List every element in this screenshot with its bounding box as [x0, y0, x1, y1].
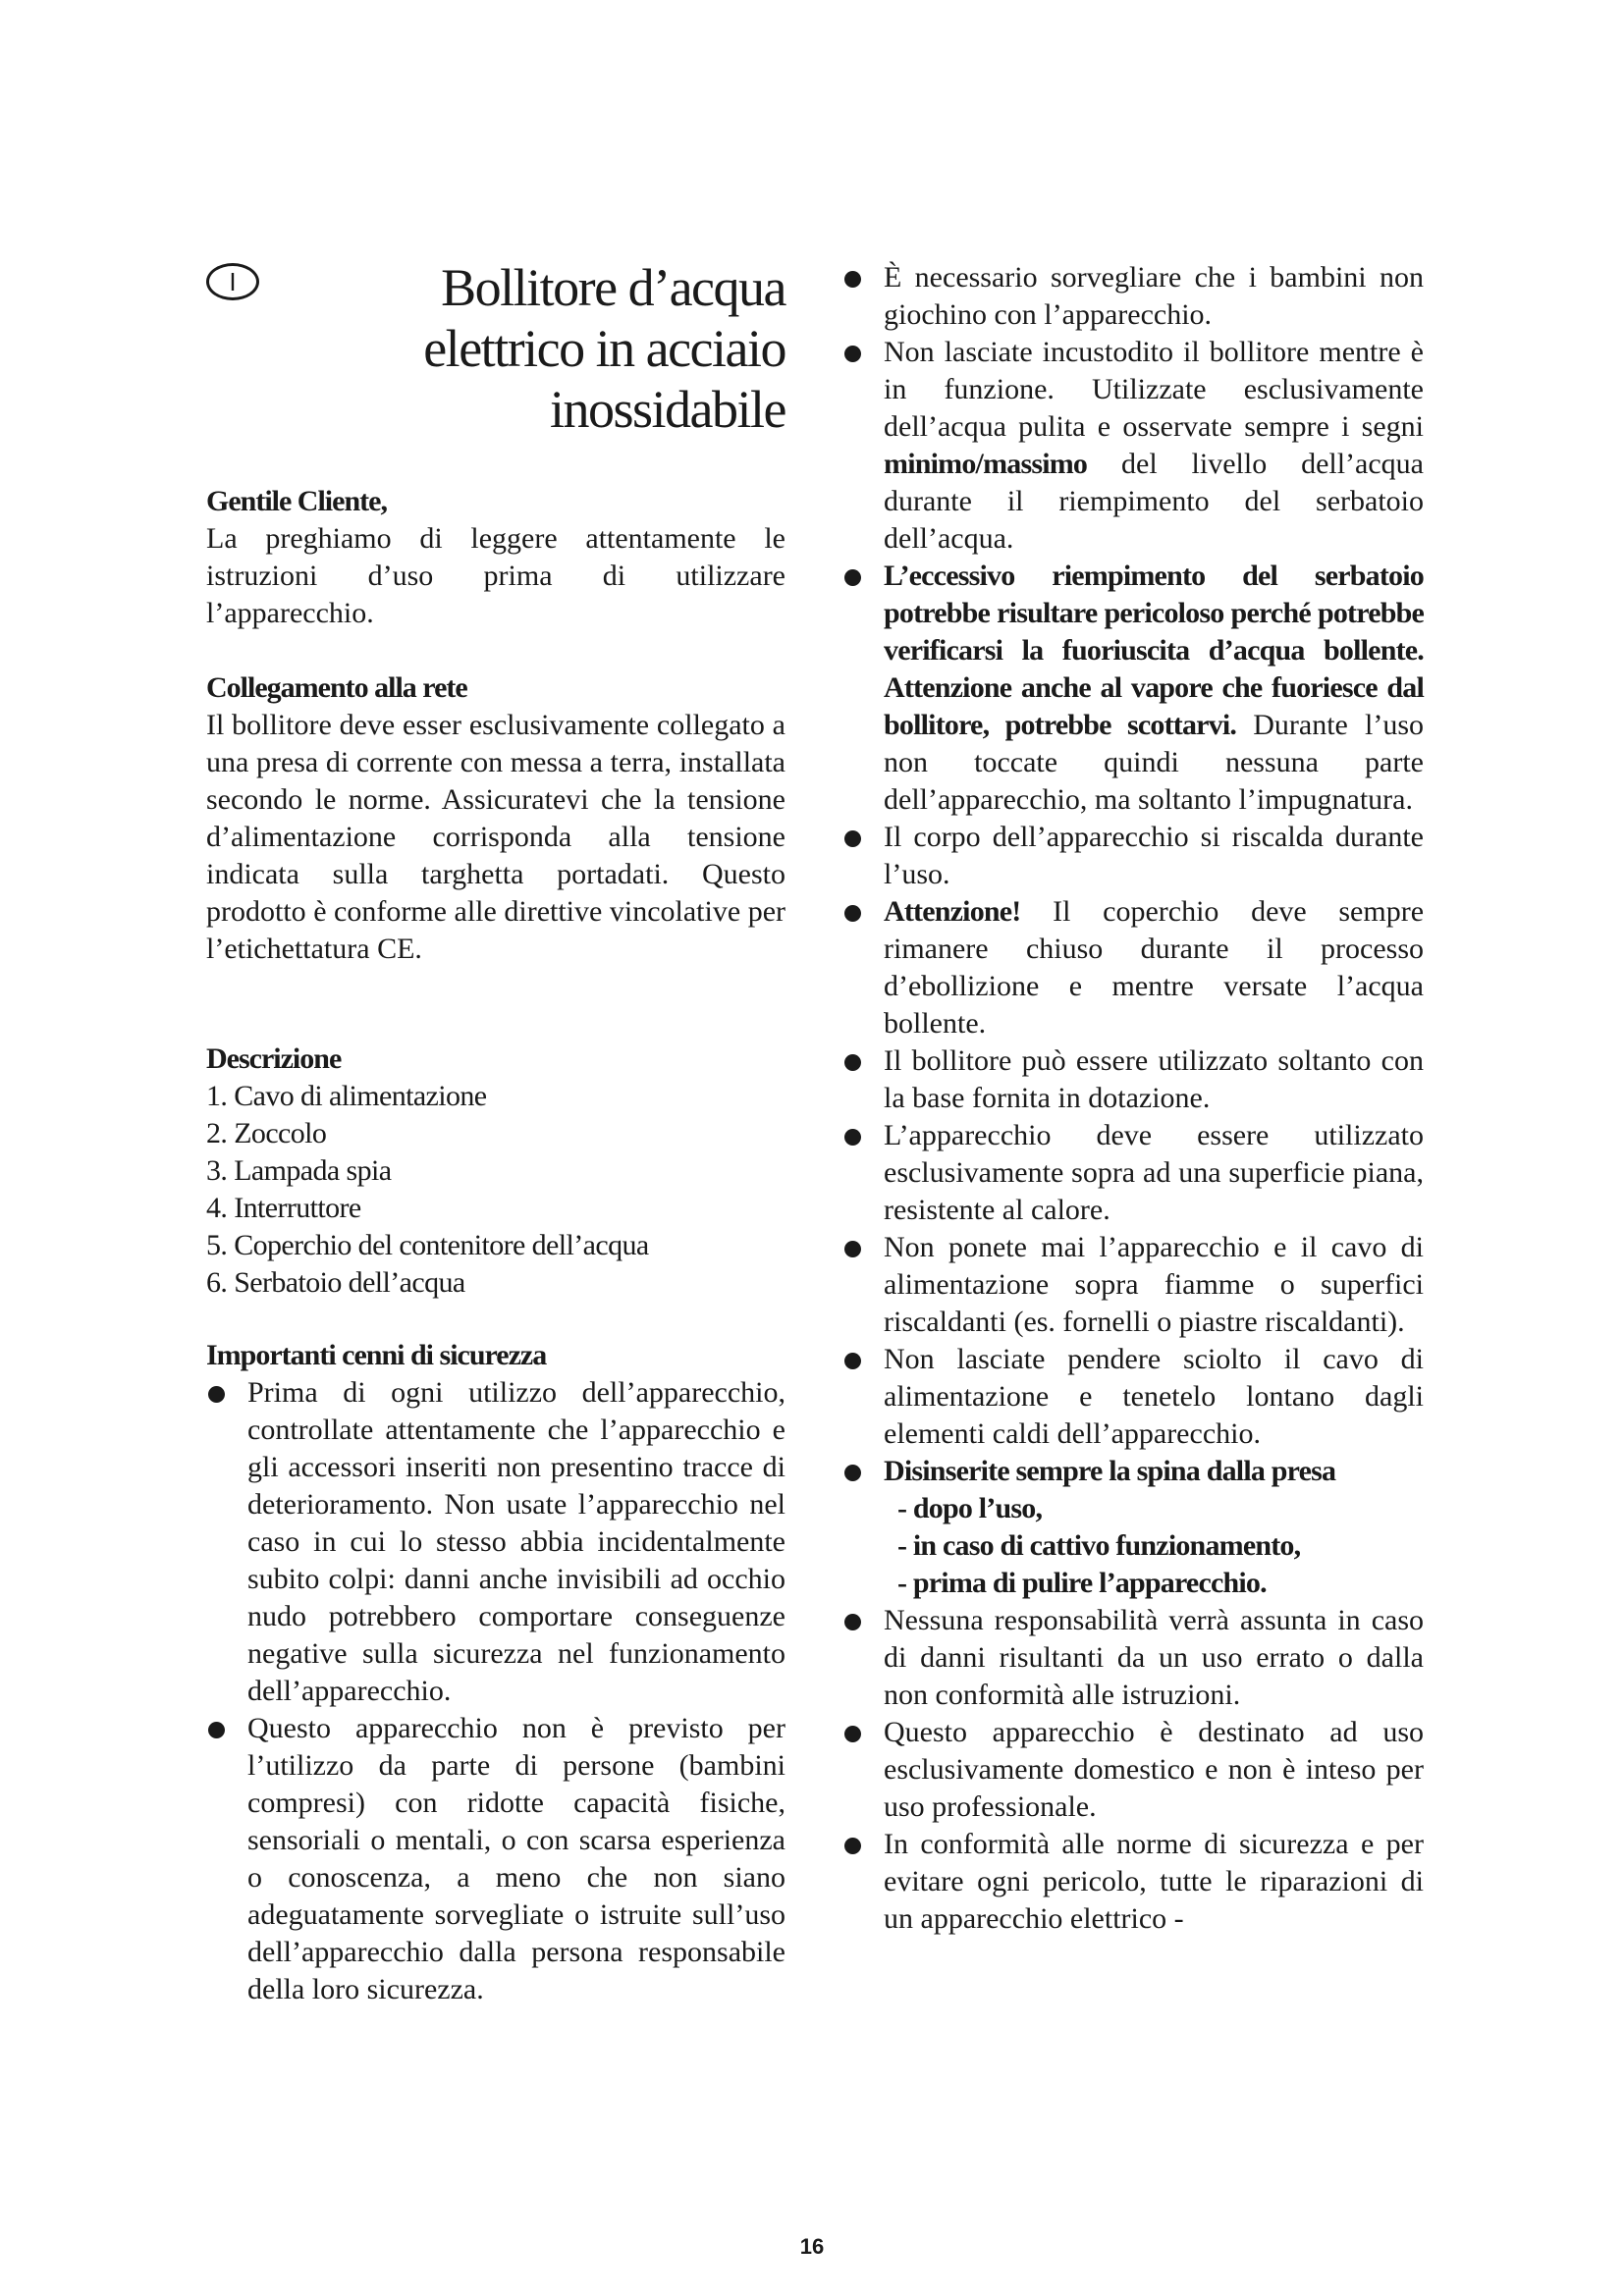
bullet-text: Non lasciate pendere sciolto il cavo di alimentazione e tenetelo lontano dagli elementi caldi dell’apparecchio.: [884, 1343, 1424, 1450]
bullet-text: Questo apparecchio è destinato ad uso esclusivamente domestico e non è inteso per uso professionale.: [884, 1716, 1424, 1823]
connection-heading: Collegamento alla rete: [206, 671, 467, 704]
bullet-dot-icon: [844, 1129, 861, 1146]
description-item: 2. Zoccolo: [206, 1117, 327, 1149]
safety-bullet-text: Prima di ogni utilizzo dell’apparecchio, controllate attentamente che l’apparecchio e gli accessori inseriti non presentino tracce di deterioramento. Non usate l’apparecchio nel caso in cui lo stesso abbia incidentalmente subito colpi: danni anche invisibili ad occhio nudo potrebbero comportare conseguenze negative sulla sicurezza nel funzionamento dell’apparecchio.: [247, 1376, 785, 1707]
page-title: [206, 257, 785, 440]
bullet-dot-icon: [844, 1353, 861, 1369]
bullet-dot-icon: [844, 346, 861, 362]
greeting-text: La preghiamo di leggere attentamente le istruzioni d’uso prima di utilizzare l’apparecchio.: [206, 522, 785, 629]
description-section: [206, 1041, 785, 1302]
description-heading: Descrizione: [206, 1042, 342, 1075]
bullet-text: È necessario sorvegliare che i bambini non giochino con l’apparecchio.: [884, 261, 1424, 331]
language-badge-label: I: [229, 267, 237, 296]
list-item: [842, 259, 1424, 334]
bullet-text: Durante l’uso non toccate quindi nessuna parte dell’apparecchio, ma soltanto l’impugnatura.: [884, 709, 1425, 816]
unplug-condition: - in caso di cattivo funzionamento,: [897, 1529, 1301, 1562]
list-item: [206, 1710, 785, 2008]
title-line-1: Bollitore d’acqua: [441, 258, 785, 317]
bullet-text: Il corpo dell’apparecchio si riscalda durante l’uso.: [884, 821, 1424, 890]
title-line-2: elettrico in acciaio: [423, 319, 785, 378]
list-item: [842, 1341, 1424, 1453]
unplug-condition: - prima di pulire l’apparecchio.: [897, 1567, 1267, 1599]
safety-bullet-list: [206, 1374, 785, 2008]
list-item: [842, 1602, 1424, 1714]
bullet-bold-text: minimo/massimo: [884, 448, 1088, 480]
safety-bullet-list-continued: [842, 259, 1424, 1938]
bullet-dot-icon: [208, 1386, 225, 1403]
description-item: 3. Lampada spia: [206, 1154, 392, 1187]
connection-text: Il bollitore deve esser esclusivamente collegato a una presa di corrente con messa a terra, installata secondo le norme. Assicuratevi che la tensione d’alimentazione corrisponda alla tensione indicata sulla targhetta portadati. Questo prodotto è conforme alle direttive vincolative per l’etichettatura CE.: [206, 709, 785, 965]
greeting-heading: Gentile Cliente,: [206, 485, 387, 517]
list-item: [842, 1453, 1424, 1602]
bullet-dot-icon: [844, 1838, 861, 1854]
list-item: [842, 1229, 1424, 1341]
bullet-bold-text: Disinserite sempre la spina dalla presa: [884, 1455, 1336, 1487]
list-item: [842, 893, 1424, 1042]
list-item: [842, 1042, 1424, 1117]
bullet-dot-icon: [844, 1614, 861, 1630]
bullet-bold-text: L’eccessivo riempimento del serbatoio potrebbe risultare pericoloso perché potrebbe verificarsi la fuoriuscita d’acqua bollente. Attenzione anche al vapore che fuoriesce dal bollitore, potrebbe scottarvi.: [884, 560, 1424, 741]
list-item: [842, 558, 1424, 819]
bullet-text: Non ponete mai l’apparecchio e il cavo di alimentazione sopra fiamme o superfici riscaldanti (es. fornelli o piastre riscaldanti).: [884, 1231, 1424, 1338]
bullet-text: L’apparecchio deve essere utilizzato esclusivamente sopra ad una superficie piana, resistente al calore.: [884, 1119, 1424, 1226]
description-item: 5. Coperchio del contenitore dell’acqua: [206, 1229, 649, 1261]
bullet-dot-icon: [844, 905, 861, 922]
bullet-dot-icon: [844, 271, 861, 288]
list-item: [842, 819, 1424, 893]
bullet-text: Nessuna responsabilità verrà assunta in caso di danni risultanti da un uso errato o dalla non conformità alle istruzioni.: [884, 1604, 1424, 1711]
bullet-text: In conformità alle norme di sicurezza e per evitare ogni pericolo, tutte le riparazioni di un apparecchio elettrico -: [884, 1828, 1424, 1935]
right-column: [842, 259, 1424, 1938]
safety-bullet-text: Questo apparecchio non è previsto per l’utilizzo da parte di persone (bambini compresi) con ridotte capacità fisiche, sensoriali o mentali, o con scarsa esperienza o conoscenza, a meno che non siano adeguatamente sorvegliate o istruite sull’uso dell’apparecchio dalla persona responsabile della loro sicurezza.: [247, 1712, 785, 2005]
page-number: 16: [799, 2234, 825, 2259]
bullet-dot-icon: [844, 1241, 861, 1257]
bullet-dot-icon: [844, 569, 861, 586]
description-item: 1. Cavo di alimentazione: [206, 1080, 487, 1112]
bullet-dot-icon: [844, 1726, 861, 1742]
connection-section: [206, 669, 785, 968]
list-item: [206, 1374, 785, 1710]
bullet-text: Il bollitore può essere utilizzato soltanto con la base fornita in dotazione.: [884, 1044, 1424, 1114]
bullet-bold-text: Attenzione!: [884, 895, 1021, 928]
list-item: [842, 1714, 1424, 1826]
bullet-dot-icon: [844, 830, 861, 847]
bullet-dot-icon: [844, 1054, 861, 1071]
list-item: [842, 1117, 1424, 1229]
bullet-dot-icon: [208, 1722, 225, 1738]
safety-heading: Importanti cenni di sicurezza: [206, 1339, 547, 1371]
bullet-text: Non lasciate incustodito il bollitore mentre è in funzione. Utilizzate esclusivamente dell’acqua pulita e osservate sempre i segni: [884, 336, 1424, 443]
safety-section: [206, 1337, 785, 2008]
unplug-condition: - dopo l’uso,: [897, 1492, 1043, 1524]
title-line-3: inossidabile: [550, 380, 785, 439]
bullet-text: Il coperchio deve sempre rimanere chiuso durante il processo d’ebollizione e mentre versate l’acqua bollente.: [884, 895, 1425, 1040]
description-item: 4. Interruttore: [206, 1192, 361, 1224]
list-item: [842, 334, 1424, 558]
bullet-dot-icon: [844, 1465, 861, 1481]
greeting-section: [206, 483, 785, 632]
description-item: 6. Serbatoio dell’acqua: [206, 1266, 465, 1299]
bullet-text: del livello dell’acqua durante il riempimento del serbatoio dell’acqua.: [884, 448, 1424, 555]
list-item: [842, 1826, 1424, 1938]
